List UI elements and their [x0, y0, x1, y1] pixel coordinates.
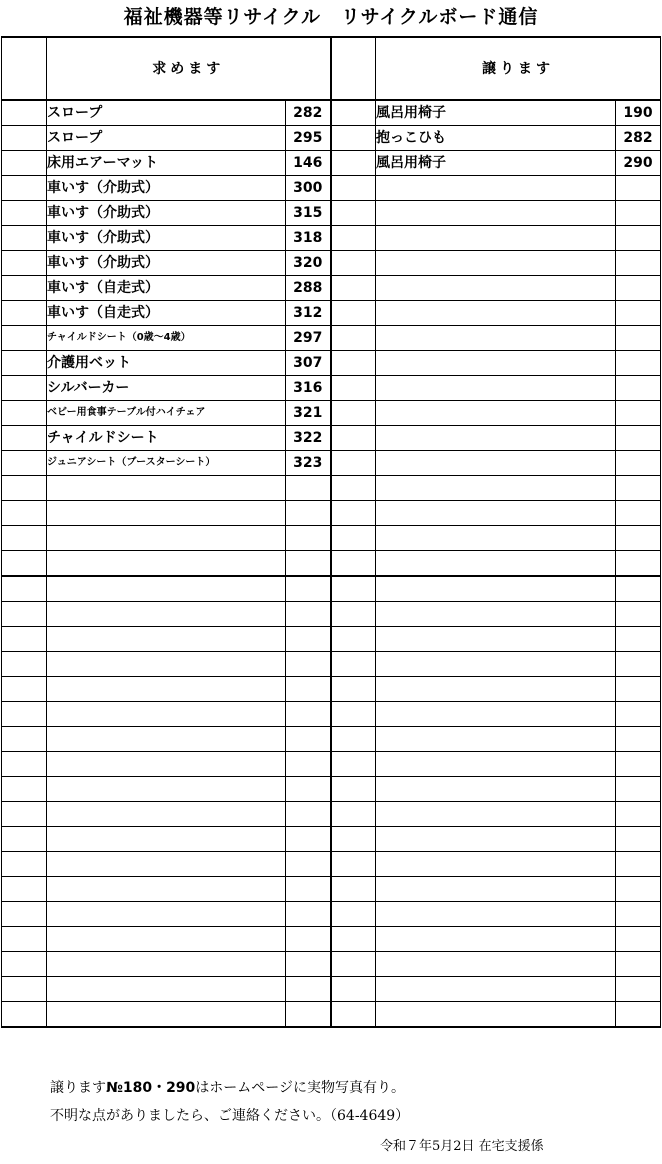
wanted-item-number [286, 476, 331, 501]
wanted-item-number: 300 [286, 176, 331, 201]
offered-item-number [616, 952, 661, 977]
offered-item-number [616, 902, 661, 927]
offered-item-name [376, 176, 616, 201]
table-row [2, 576, 661, 602]
note-numbers: №180・290 [106, 1080, 196, 1096]
offered-item-number [616, 426, 661, 451]
offered-item-name [376, 727, 616, 752]
table-row [2, 251, 661, 276]
offered-item-name [376, 326, 616, 351]
offered-item-name [376, 652, 616, 677]
row-blank-cell [2, 1002, 47, 1028]
offered-item-number [616, 526, 661, 551]
row-blank-cell [331, 877, 376, 902]
row-blank-cell [2, 752, 47, 777]
wanted-item-name: ジュニアシート（ブースターシート） [47, 451, 286, 476]
offered-item-number [616, 1002, 661, 1028]
offered-item-number [616, 702, 661, 727]
table-row [2, 927, 661, 952]
table-row [2, 652, 661, 677]
row-blank-cell [331, 902, 376, 927]
wanted-item-name: スロープ [47, 126, 286, 151]
row-blank-cell [331, 677, 376, 702]
wanted-item-number [286, 752, 331, 777]
offered-item-number: 282 [616, 126, 661, 151]
wanted-item-name [47, 927, 286, 952]
row-blank-cell [331, 526, 376, 551]
row-blank-cell [331, 201, 376, 226]
offered-item-number [616, 251, 661, 276]
offered-item-number [616, 777, 661, 802]
table-row [2, 802, 661, 827]
wanted-item-name [47, 702, 286, 727]
wanted-item-number [286, 802, 331, 827]
offered-item-number [616, 852, 661, 877]
offered-item-number: 290 [616, 151, 661, 176]
wanted-item-number: 320 [286, 251, 331, 276]
wanted-item-name [47, 602, 286, 627]
wanted-item-name [47, 677, 286, 702]
row-blank-cell [2, 426, 47, 451]
wanted-item-name: 車いす（自走式） [47, 301, 286, 326]
table-row [2, 326, 661, 351]
table-row [2, 602, 661, 627]
table-row [2, 176, 661, 201]
row-blank-cell [331, 652, 376, 677]
wanted-item-name [47, 852, 286, 877]
row-blank-cell [2, 476, 47, 501]
row-blank-cell [2, 100, 47, 126]
offered-item-number [616, 176, 661, 201]
wanted-item-number [286, 852, 331, 877]
table-row [2, 276, 661, 301]
wanted-item-number [286, 602, 331, 627]
wanted-item-number [286, 977, 331, 1002]
row-blank-cell [331, 226, 376, 251]
offered-item-name [376, 777, 616, 802]
row-blank-cell [331, 100, 376, 126]
row-blank-cell [2, 276, 47, 301]
table-row [2, 351, 661, 376]
wanted-item-name [47, 877, 286, 902]
table-row [2, 501, 661, 526]
offered-item-name [376, 201, 616, 226]
wanted-item-name [47, 526, 286, 551]
row-blank-cell [2, 301, 47, 326]
page-title: 福祉機器等リサイクル リサイクルボード通信 [123, 6, 539, 28]
offered-item-name [376, 526, 616, 551]
row-blank-cell [331, 476, 376, 501]
row-blank-cell [331, 501, 376, 526]
wanted-item-number: 318 [286, 226, 331, 251]
wanted-item-name [47, 827, 286, 852]
wanted-item-name [47, 627, 286, 652]
note-line-1 [50, 1074, 409, 1102]
row-blank-cell [2, 602, 47, 627]
table-row [2, 126, 661, 151]
wanted-header: 求めます [47, 37, 331, 100]
wanted-item-number [286, 677, 331, 702]
wanted-item-number [286, 702, 331, 727]
offered-item-number [616, 226, 661, 251]
row-blank-cell [2, 501, 47, 526]
offered-item-name: 風呂用椅子 [376, 100, 616, 126]
row-blank-cell [331, 827, 376, 852]
wanted-item-name: スロープ [47, 100, 286, 126]
offered-item-number [616, 977, 661, 1002]
wanted-item-name [47, 501, 286, 526]
wanted-item-name: 車いす（介助式） [47, 176, 286, 201]
offered-item-number [616, 201, 661, 226]
recycle-board-table [1, 36, 661, 1028]
table-row [2, 1002, 661, 1028]
table-row [2, 401, 661, 426]
row-blank-cell [2, 376, 47, 401]
row-blank-cell [2, 251, 47, 276]
wanted-item-name [47, 977, 286, 1002]
wanted-item-number [286, 827, 331, 852]
row-blank-cell [2, 777, 47, 802]
wanted-item-name [47, 752, 286, 777]
offered-item-name [376, 752, 616, 777]
row-blank-cell [2, 727, 47, 752]
row-blank-cell [331, 977, 376, 1002]
wanted-item-number [286, 501, 331, 526]
table-row [2, 426, 661, 451]
row-blank-cell [331, 952, 376, 977]
offered-item-number [616, 301, 661, 326]
wanted-item-name: チャイルドシート（0歳～4歳） [47, 326, 286, 351]
table-row [2, 201, 661, 226]
blank-cell [331, 37, 376, 100]
wanted-item-number: 295 [286, 126, 331, 151]
offered-item-name [376, 877, 616, 902]
wanted-item-name [47, 476, 286, 501]
row-blank-cell [331, 151, 376, 176]
wanted-item-number [286, 927, 331, 952]
table-row [2, 952, 661, 977]
row-blank-cell [2, 551, 47, 577]
offered-item-name: 抱っこひも [376, 126, 616, 151]
table-row [2, 852, 661, 877]
offered-item-name [376, 827, 616, 852]
row-blank-cell [2, 677, 47, 702]
offered-item-name [376, 376, 616, 401]
row-blank-cell [331, 351, 376, 376]
table-row [2, 376, 661, 401]
row-blank-cell [2, 226, 47, 251]
offered-item-name [376, 251, 616, 276]
wanted-item-number [286, 727, 331, 752]
wanted-item-name [47, 1002, 286, 1028]
offered-item-number [616, 401, 661, 426]
row-blank-cell [2, 576, 47, 602]
row-blank-cell [331, 401, 376, 426]
wanted-item-number: 315 [286, 201, 331, 226]
table-row [2, 752, 661, 777]
offered-item-name [376, 802, 616, 827]
offered-item-number [616, 576, 661, 602]
row-blank-cell [2, 652, 47, 677]
offered-item-number [616, 752, 661, 777]
row-blank-cell [2, 877, 47, 902]
offered-item-name [376, 927, 616, 952]
table-row [2, 526, 661, 551]
row-blank-cell [331, 727, 376, 752]
table-row [2, 727, 661, 752]
row-blank-cell [331, 802, 376, 827]
offered-header: 譲ります [376, 37, 661, 100]
wanted-item-number: 288 [286, 276, 331, 301]
row-blank-cell [331, 176, 376, 201]
wanted-item-number [286, 526, 331, 551]
offered-item-number [616, 927, 661, 952]
offered-item-number [616, 326, 661, 351]
table-row [2, 151, 661, 176]
offered-item-name [376, 351, 616, 376]
wanted-item-name: シルバーカー [47, 376, 286, 401]
row-blank-cell [331, 777, 376, 802]
offered-item-name [376, 902, 616, 927]
offered-item-number [616, 877, 661, 902]
offered-item-name [376, 476, 616, 501]
offered-item-number [616, 376, 661, 401]
offered-item-number [616, 677, 661, 702]
row-blank-cell [2, 451, 47, 476]
wanted-item-name: 車いす（介助式） [47, 251, 286, 276]
row-blank-cell [2, 176, 47, 201]
offered-item-name: 風呂用椅子 [376, 151, 616, 176]
offered-item-number [616, 727, 661, 752]
wanted-item-name [47, 902, 286, 927]
table-row [2, 777, 661, 802]
table-row [2, 702, 661, 727]
row-blank-cell [2, 852, 47, 877]
row-blank-cell [2, 526, 47, 551]
offered-item-name [376, 602, 616, 627]
wanted-item-number [286, 952, 331, 977]
offered-item-name [376, 702, 616, 727]
wanted-item-name [47, 551, 286, 577]
row-blank-cell [2, 902, 47, 927]
notes [50, 1074, 409, 1130]
row-blank-cell [331, 627, 376, 652]
wanted-item-name [47, 727, 286, 752]
wanted-item-number: 282 [286, 100, 331, 126]
row-blank-cell [331, 326, 376, 351]
wanted-item-number: 316 [286, 376, 331, 401]
row-blank-cell [2, 977, 47, 1002]
row-blank-cell [331, 426, 376, 451]
table-row [2, 827, 661, 852]
wanted-item-name [47, 777, 286, 802]
offered-item-name [376, 226, 616, 251]
table-row [2, 301, 661, 326]
offered-item-name [376, 401, 616, 426]
wanted-item-number: 321 [286, 401, 331, 426]
row-blank-cell [2, 201, 47, 226]
wanted-item-name: チャイルドシート [47, 426, 286, 451]
offered-item-number [616, 451, 661, 476]
offered-item-number [616, 551, 661, 577]
offered-item-number [616, 501, 661, 526]
offered-item-number [616, 351, 661, 376]
offered-item-name [376, 977, 616, 1002]
row-blank-cell [331, 927, 376, 952]
row-blank-cell [2, 927, 47, 952]
offered-item-name [376, 952, 616, 977]
row-blank-cell [331, 451, 376, 476]
offered-item-number [616, 276, 661, 301]
wanted-item-number [286, 576, 331, 602]
wanted-item-name [47, 802, 286, 827]
table-row [2, 627, 661, 652]
header-row [2, 37, 661, 100]
row-blank-cell [331, 301, 376, 326]
offered-item-name [376, 301, 616, 326]
table-row [2, 677, 661, 702]
note-line-2: 不明な点がありましたら、ご連絡ください。（64-4649） [50, 1108, 410, 1124]
offered-item-name [376, 426, 616, 451]
wanted-item-number [286, 1002, 331, 1028]
row-blank-cell [2, 326, 47, 351]
wanted-item-name: 介護用ベット [47, 351, 286, 376]
row-blank-cell [2, 351, 47, 376]
table-row [2, 551, 661, 577]
row-blank-cell [2, 401, 47, 426]
row-blank-cell [2, 126, 47, 151]
table-row [2, 877, 661, 902]
wanted-item-number [286, 652, 331, 677]
wanted-item-number: 307 [286, 351, 331, 376]
date-line: 令和７年5月2日 在宅支援係 [380, 1139, 544, 1154]
offered-item-name [376, 576, 616, 602]
offered-item-number [616, 627, 661, 652]
row-blank-cell [2, 151, 47, 176]
row-blank-cell [331, 852, 376, 877]
wanted-item-number: 323 [286, 451, 331, 476]
wanted-item-number [286, 902, 331, 927]
row-blank-cell [2, 952, 47, 977]
row-blank-cell [2, 627, 47, 652]
table-row [2, 902, 661, 927]
offered-item-name [376, 501, 616, 526]
row-blank-cell [331, 376, 376, 401]
table-row [2, 476, 661, 501]
row-blank-cell [331, 276, 376, 301]
wanted-item-number: 312 [286, 301, 331, 326]
offered-item-name [376, 677, 616, 702]
wanted-item-number [286, 877, 331, 902]
note-prefix: 譲ります [50, 1080, 106, 1096]
wanted-item-number: 146 [286, 151, 331, 176]
row-blank-cell [331, 551, 376, 577]
wanted-item-number [286, 777, 331, 802]
table-row [2, 100, 661, 126]
row-blank-cell [331, 1002, 376, 1028]
row-blank-cell [331, 602, 376, 627]
wanted-item-number [286, 551, 331, 577]
wanted-item-number: 322 [286, 426, 331, 451]
row-blank-cell [331, 251, 376, 276]
wanted-item-name [47, 652, 286, 677]
offered-item-name [376, 627, 616, 652]
row-blank-cell [331, 576, 376, 602]
offered-item-number [616, 476, 661, 501]
offered-item-number [616, 602, 661, 627]
wanted-item-name [47, 952, 286, 977]
wanted-item-name: ベビー用食事テーブル付ハイチェア [47, 401, 286, 426]
blank-cell [2, 37, 47, 100]
wanted-item-number: 297 [286, 326, 331, 351]
offered-item-name [376, 1002, 616, 1028]
offered-item-number [616, 827, 661, 852]
wanted-item-number [286, 627, 331, 652]
note-suffix: はホームページに実物写真有り。 [195, 1080, 406, 1096]
row-blank-cell [2, 702, 47, 727]
row-blank-cell [331, 702, 376, 727]
row-blank-cell [2, 802, 47, 827]
row-blank-cell [2, 827, 47, 852]
offered-item-name [376, 852, 616, 877]
offered-item-number [616, 652, 661, 677]
offered-item-number: 190 [616, 100, 661, 126]
row-blank-cell [331, 752, 376, 777]
offered-item-name [376, 551, 616, 577]
wanted-item-name [47, 576, 286, 602]
table-row [2, 226, 661, 251]
table-row [2, 451, 661, 476]
wanted-item-name: 車いす（介助式） [47, 226, 286, 251]
table-row [2, 977, 661, 1002]
offered-item-number [616, 802, 661, 827]
wanted-item-name: 床用エアーマット [47, 151, 286, 176]
wanted-item-name: 車いす（介助式） [47, 201, 286, 226]
wanted-item-name: 車いす（自走式） [47, 276, 286, 301]
offered-item-name [376, 451, 616, 476]
offered-item-name [376, 276, 616, 301]
row-blank-cell [331, 126, 376, 151]
